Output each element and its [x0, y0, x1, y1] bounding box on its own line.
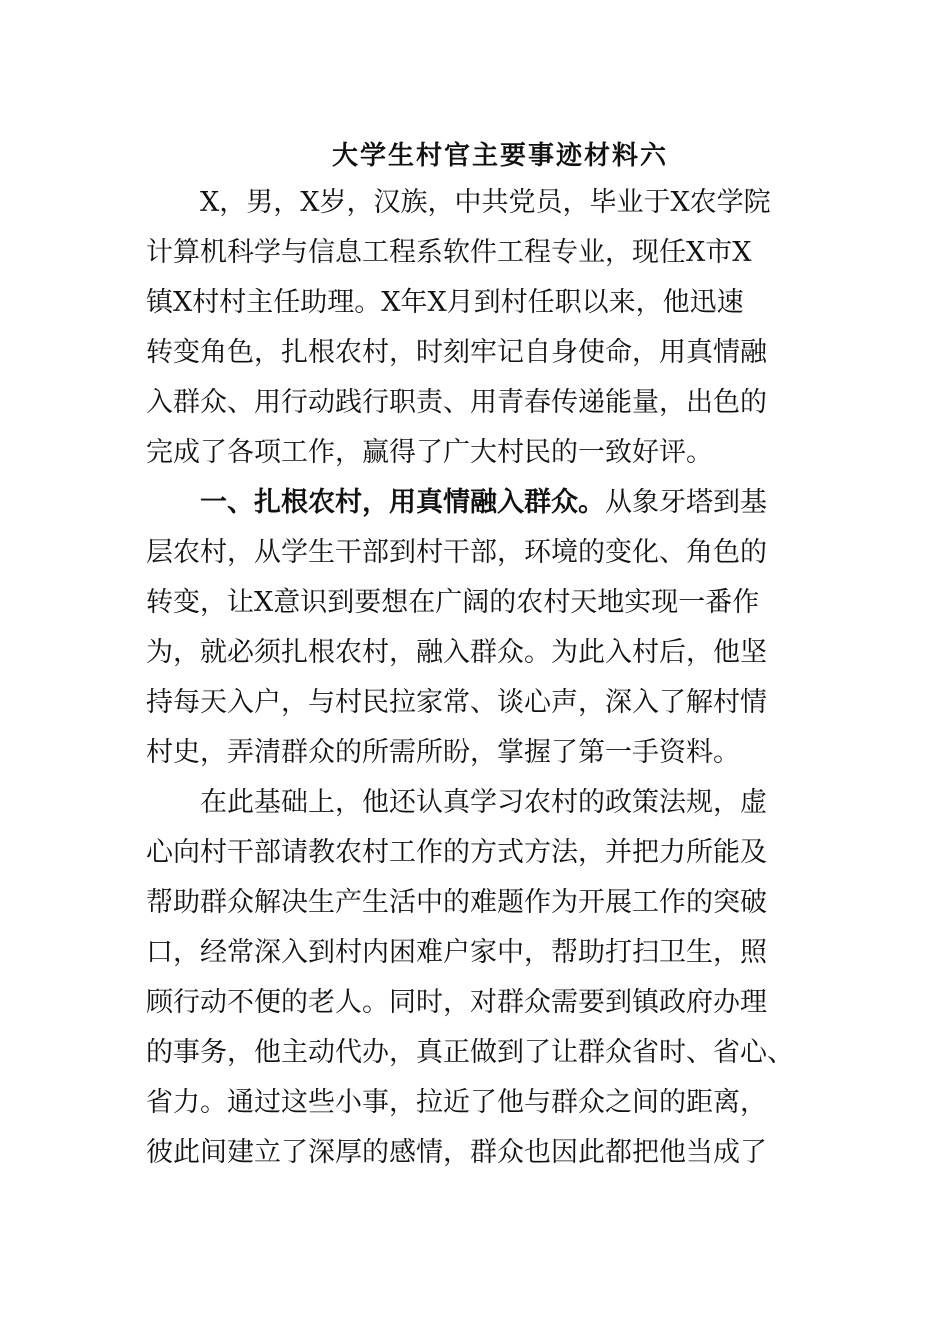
- paragraph-line: X，男，X岁，汉族，中共党员，毕业于X农学院: [200, 187, 771, 218]
- document-title: 大学生村官主要事迹材料六: [331, 141, 668, 171]
- paragraph-line: 为，就必须扎根农村，融入群众。为此入村后，他坚: [146, 637, 767, 668]
- paragraph-line: 村史，弄清群众的所需所盼，掌握了第一手资料。: [146, 737, 740, 768]
- paragraph-line: 持每天入户，与村民拉家常、谈心声，深入了解村情: [146, 687, 767, 718]
- paragraph-line: 在此基础上，他还认真学习农村的政策法规，虚: [200, 787, 767, 818]
- paragraph-line: 入群众、用行动践行职责、用青春传递能量，出色的: [146, 387, 767, 418]
- paragraph-line: 转变角色，扎根农村，时刻牢记自身使命，用真情融: [146, 337, 767, 368]
- section-heading-line: [200, 483, 767, 523]
- paragraph-line: 的事务，他主动代办，真正做到了让群众省时、省心、: [146, 1037, 794, 1068]
- paragraph-line: 完成了各项工作，赢得了广大村民的一致好评。: [146, 437, 713, 468]
- paragraph-line: 转变，让X意识到要想在广阔的农村天地实现一番作: [146, 587, 760, 618]
- paragraph-line: 层农村，从学生干部到村干部，环境的变化、角色的: [146, 537, 767, 568]
- paragraph-line: 计算机科学与信息工程系软件工程专业，现任X市X: [146, 237, 752, 268]
- paragraph-text: 从象牙塔到基: [605, 487, 767, 518]
- paragraph-line: 省力。通过这些小事，拉近了他与群众之间的距离，: [146, 1087, 767, 1118]
- paragraph-line: 帮助群众解决生产生活中的难题作为开展工作的突破: [146, 887, 767, 918]
- paragraph-line: 心向村干部请教农村工作的方式方法，并把力所能及: [146, 837, 767, 868]
- paragraph-line: 彼此间建立了深厚的感情，群众也因此都把他当成了: [146, 1137, 767, 1168]
- paragraph-line: 顾行动不便的老人。同时，对群众需要到镇政府办理: [146, 987, 767, 1018]
- paragraph-line: 口，经常深入到村内困难户家中，帮助打扫卫生，照: [146, 937, 767, 968]
- section-heading: 一、扎根农村，用真情融入群众。: [200, 487, 605, 518]
- paragraph-line: 镇X村村主任助理。X年X月到村任职以来，他迅速: [146, 287, 744, 318]
